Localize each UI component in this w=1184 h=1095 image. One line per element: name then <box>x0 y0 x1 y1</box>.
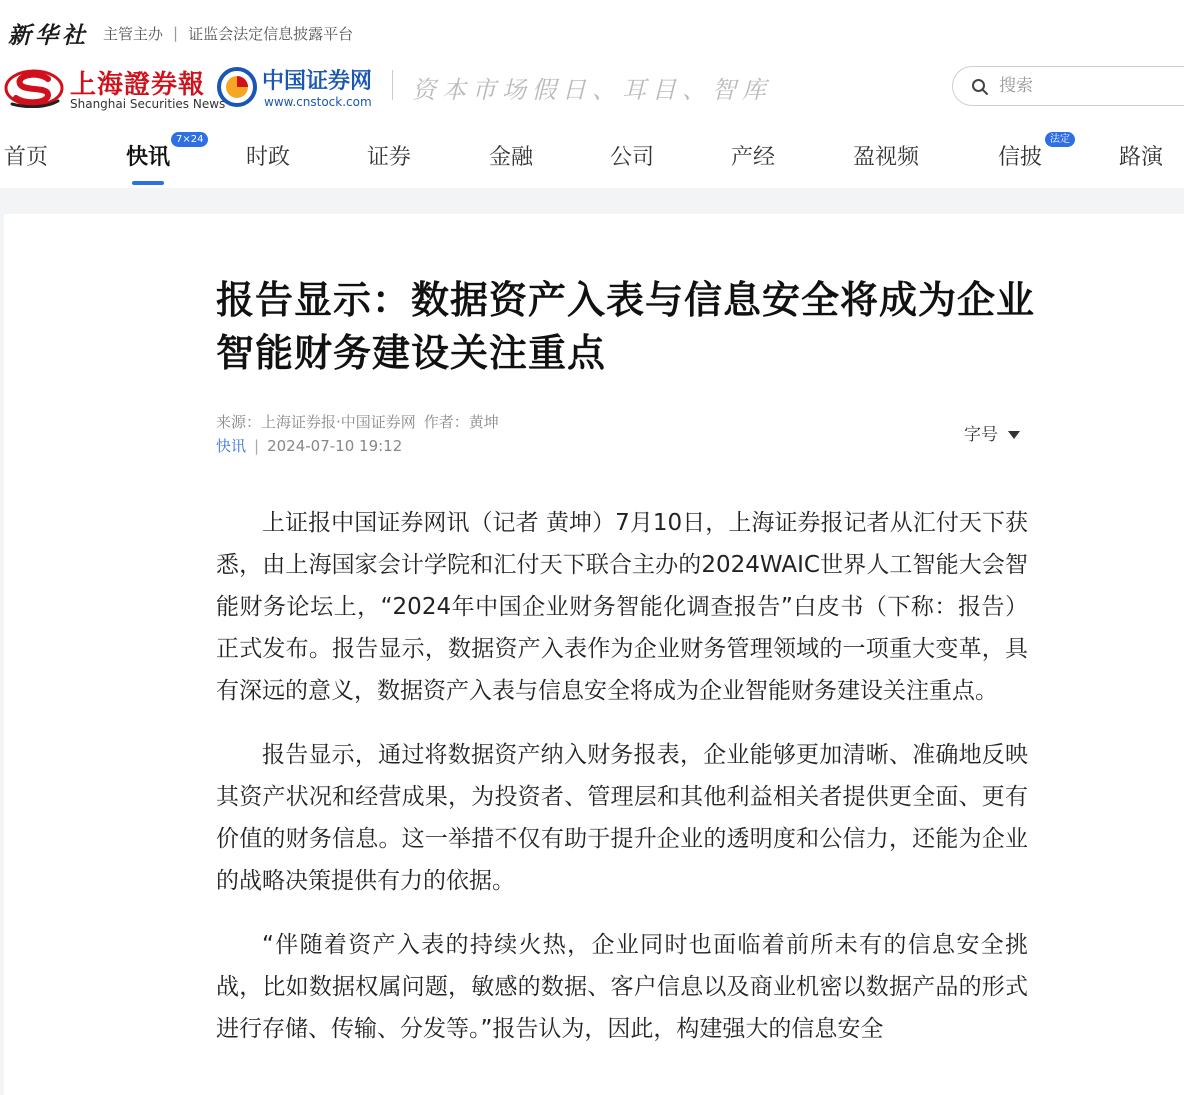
top-bar <box>0 18 353 48</box>
main-nav <box>0 130 1184 188</box>
nav-item-flash-label: 快讯 <box>126 145 171 170</box>
article-source: 来源：上海证券报·中国证券网 <box>216 413 416 431</box>
search-icon[interactable] <box>971 78 989 96</box>
ssn-logo[interactable] <box>4 64 226 112</box>
ssn-logo-mark-icon <box>4 68 64 108</box>
logo-divider <box>392 70 393 100</box>
nav-active-indicator <box>132 181 164 185</box>
font-size-dropdown[interactable] <box>964 420 1020 445</box>
article-datetime: 2024-07-10 19:12 <box>267 437 403 455</box>
search-box[interactable] <box>952 66 1184 106</box>
ssn-logo-english: Shanghai Securities News <box>70 97 226 111</box>
caret-down-icon <box>1008 431 1020 439</box>
top-bar-separator: | <box>173 24 179 42</box>
article-paragraph: “伴随着资产入表的持续火热，企业同时也面临着前所未有的信息安全挑战，比如数据权属问题，敏感的数据、客户信息以及商业机密以数据产品的形式进行存储、传输、分发等。”报告认为，因此，构建强大的信息安全 <box>216 932 1028 1042</box>
host-label: 主管主办 <box>103 24 164 43</box>
nav-badge-legal: 法定 <box>1045 132 1075 147</box>
cnstock-logo[interactable] <box>216 64 386 112</box>
platform-label: 证监会法定信息披露平台 <box>188 24 354 43</box>
cnstock-logo-chinese: 中国证券网 <box>262 69 373 94</box>
xinhua-logo[interactable]: 新华社 <box>8 21 89 49</box>
article-author: 作者：黄坤 <box>423 413 499 431</box>
nav-item-company[interactable]: 公司 <box>610 145 655 170</box>
meta-separator: | <box>254 437 260 455</box>
nav-item-flash[interactable] <box>126 140 170 171</box>
nav-item-politics[interactable]: 时政 <box>246 145 291 170</box>
nav-item-industry[interactable]: 产经 <box>731 145 776 170</box>
article-paragraph: 上证报中国证券网讯（记者 黄坤）7月10日，上海证券报记者从汇付天下获悉，由上海国家会计学院和汇付天下联合主办的2024WAIC世界人工智能大会智能财务论坛上，“2024年中国企业财务智能化调查报告”白皮书（下称：报告）正式发布。报告显示，数据资产入表作为企业财务管理领域的一项重大变革，具有深远的意义，数据资产入表与信息安全将成为企业智能财务建设关注重点。 <box>216 510 1028 704</box>
site-header <box>0 0 1184 188</box>
article-title: 报告显示：数据资产入表与信息安全将成为企业智能财务建设关注重点 <box>216 278 1036 375</box>
font-size-label: 字号 <box>964 425 998 445</box>
nav-badge-7x24: 7×24 <box>171 132 208 147</box>
nav-item-video[interactable]: 盈视频 <box>853 145 920 170</box>
search-input[interactable] <box>999 73 1184 99</box>
cnstock-logo-url: www.cnstock.com <box>264 95 372 109</box>
ssn-logo-chinese: 上海證券報 <box>70 70 206 100</box>
cnstock-logo-mark-icon <box>216 66 258 108</box>
nav-item-roadshow[interactable]: 路演 <box>1119 145 1164 170</box>
article-meta <box>216 410 499 458</box>
article-body <box>216 502 1028 1072</box>
nav-item-finance[interactable]: 金融 <box>489 145 534 170</box>
slogan: 资本市场假日、耳目、智库 <box>412 76 772 104</box>
article-paragraph: 报告显示，通过将数据资产纳入财务报表，企业能够更加清晰、准确地反映其资产状况和经营成果，为投资者、管理层和其他利益相关者提供更全面、更有价值的财务信息。这一举措不仅有助于提升企业的透明度和公信力，还能为企业的战略决策提供有力的依据。 <box>216 742 1028 894</box>
article-container <box>4 214 1184 1095</box>
nav-item-securities[interactable]: 证券 <box>367 145 412 170</box>
nav-item-disclosure[interactable]: 信披 <box>998 145 1043 170</box>
nav-item-home[interactable]: 首页 <box>4 145 49 170</box>
article-category-link[interactable]: 快讯 <box>216 437 247 455</box>
